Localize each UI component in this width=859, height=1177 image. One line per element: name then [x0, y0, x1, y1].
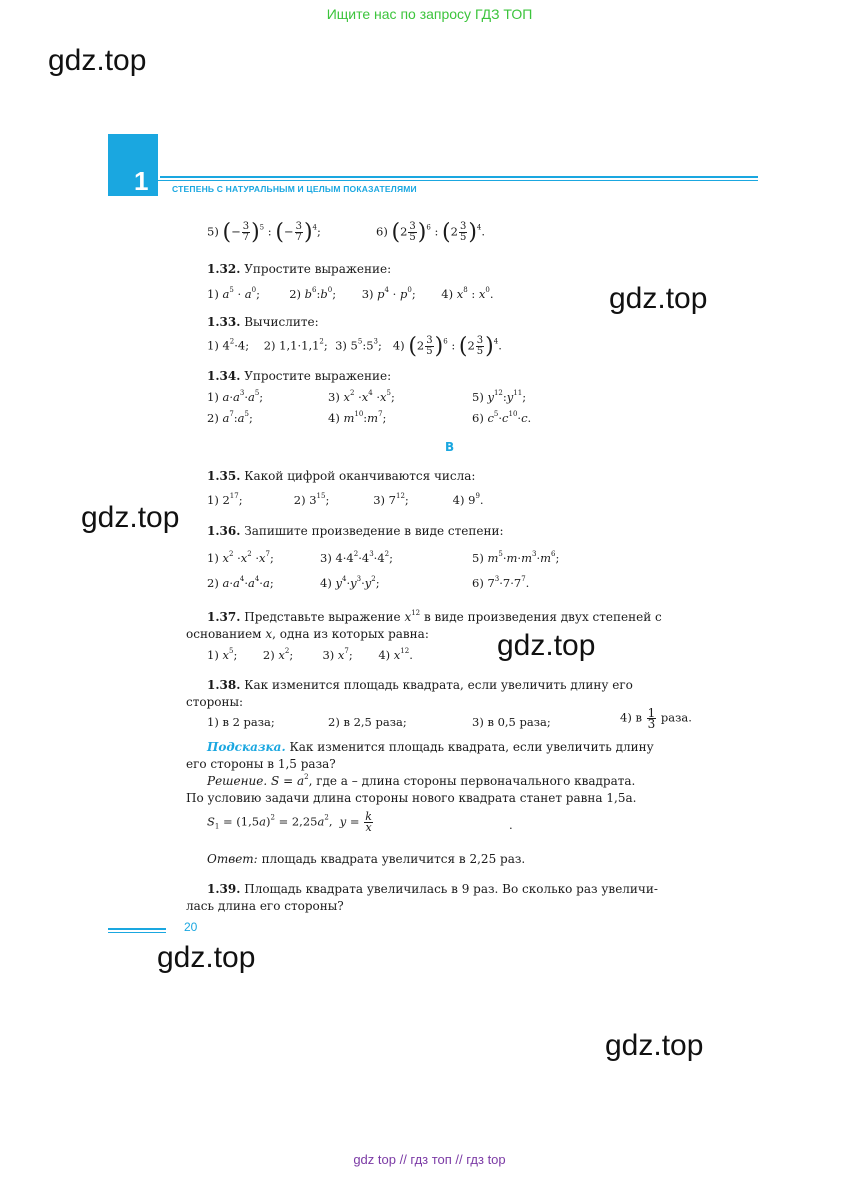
p138-hint-line1: Подсказка. Как изменится площадь квадрата, если увеличить длину: [207, 740, 654, 754]
page-number: 20: [184, 920, 198, 934]
watermark-bottom-left: gdz.top: [157, 941, 256, 974]
p136-item6: 6) $7^3\cdot 7\cdot 7^7$.: [472, 575, 530, 590]
top-banner[interactable]: Ищите нас по запросу ГДЗ ТОП: [326, 6, 533, 22]
p134-row1: 1) $a\cdot a^3\cdot a^5$;: [207, 389, 264, 404]
p134-row2: 2) $a^7:a^5$;: [207, 410, 253, 425]
p131-item5: 5) (− $\frac{3}{7}$ )$^5$ : (− $\frac{3}{7}$ )$^4$;: [207, 220, 321, 245]
p134-item4: 4) $m^{10}:m^7$;: [328, 410, 387, 425]
p139-line2: лась длина его стороны?: [186, 899, 344, 913]
p138-line2: стороны:: [186, 695, 244, 709]
watermark-center: gdz.top: [497, 629, 596, 662]
p138-answer: Ответ: площадь квадрата увеличится в 2,25 раз.: [207, 852, 526, 866]
p138-solution-line1: Решение. $S = a^2$, где a – длина стороны первоначального квадрата.: [207, 773, 636, 788]
p136-item4: 4) $y^4\cdot y^3\cdot y^2$;: [320, 575, 380, 590]
header-rule-2: [158, 180, 758, 181]
section-label-b: B: [445, 440, 455, 454]
p139-line1: 1.39. Площадь квадрата увеличилась в 9 раз. Во сколько раз увеличи-: [207, 882, 658, 896]
p132-items: 1) $a^5 \cdot a^0$; 2) $b^6:b^0$; 3) $p^4 \cdot p^0$; 4) $x^8$ : $x^0$.: [207, 286, 494, 301]
p136-row1-a: 1) $x^2 \cdot x^2 \cdot x^7$;: [207, 550, 274, 565]
p138-hint-line2: его стороны в 1,5 раза?: [186, 757, 336, 771]
p138-item1: 1) в 2 раза;: [207, 715, 275, 729]
p132-heading: 1.32. Упростите выражение:: [207, 262, 392, 276]
p138-item3: 3) в 0,5 раза;: [472, 715, 551, 729]
watermark-bottom-right: gdz.top: [605, 1029, 704, 1062]
chapter-badge: [108, 134, 158, 196]
p134-item6: 6) $c^5\cdot c^{10}\cdot c$.: [472, 410, 532, 425]
p136-item3: 3) $4\cdot 4^2\cdot 4^3\cdot 4^2$;: [320, 550, 393, 565]
p133-heading: 1.33. Вычислите:: [207, 315, 319, 329]
p138-line1: 1.38. Как изменится площадь квадрата, если увеличить длину его: [207, 678, 633, 692]
p137-line1: 1.37. Представьте выражение $x^{12}$ в виде произведения двух степеней с: [207, 609, 662, 624]
watermark-top-left: gdz.top: [48, 44, 147, 77]
p137-items: 1) $x^5$; 2) $x^2$; 3) $x^7$; 4) $x^{12}$.: [207, 647, 413, 662]
p134-item3: 3) $x^2 \cdot x^4 \cdot x^5$;: [328, 389, 395, 404]
p135-heading: 1.35. Какой цифрой оканчиваются числа:: [207, 469, 476, 483]
p133-items: 1) $4^2\cdot 4$; 2) $1,1\cdot 1,1^2$; 3) $5^5:5^3$; 4) (2 $\frac{3}{5}$ )$^6$ : (2 $\frac{3}{5}$ )$^4$.: [207, 334, 502, 359]
p138-formula-dot: .: [509, 818, 513, 832]
p134-item5: 5) $y^{12}:y^{11}$;: [472, 389, 527, 404]
p136-item5: 5) $m^5\cdot m\cdot m^3\cdot m^6$;: [472, 550, 560, 565]
bottom-links[interactable]: gdz top // гдз топ // гдз top: [353, 1152, 506, 1167]
p136-row2-a: 2) $a\cdot a^4\cdot a^4\cdot a$;: [207, 575, 274, 590]
p136-heading: 1.36. Запишите произведение в виде степени:: [207, 524, 504, 538]
p138-formula: $S_1 = (1,5a)^2 = 2,25a^2$, y = $\frac{k}{x}$: [207, 810, 372, 834]
p135-items: 1) $2^{17}$; 2) $3^{15}$; 3) $7^{12}$; 4) $9^9$.: [207, 492, 484, 507]
watermark-left: gdz.top: [81, 501, 180, 534]
p138-item4: 4) в $\frac{1}{3}$ раза.: [620, 706, 692, 731]
footer-rule-2: [108, 932, 166, 933]
p138-item2: 2) в 2,5 раза;: [328, 715, 407, 729]
chapter-title: СТЕПЕНЬ С НАТУРАЛЬНЫМ И ЦЕЛЫМ ПОКАЗАТЕЛЯМИ: [172, 184, 417, 194]
p134-heading: 1.34. Упростите выражение:: [207, 369, 392, 383]
p138-solution-line2: По условию задачи длина стороны нового квадрата станет равна 1,5a.: [186, 791, 637, 805]
p137-line2: основанием x, одна из которых равна:: [186, 627, 429, 641]
p131-item6: 6) (2 $\frac{3}{5}$ )$^6$ : (2 $\frac{3}{5}$ )$^4$.: [376, 220, 486, 245]
watermark-right-1: gdz.top: [609, 282, 708, 315]
footer-rule-1: [108, 928, 166, 930]
header-rule-1: [160, 176, 758, 178]
chapter-number: 1: [134, 166, 149, 196]
